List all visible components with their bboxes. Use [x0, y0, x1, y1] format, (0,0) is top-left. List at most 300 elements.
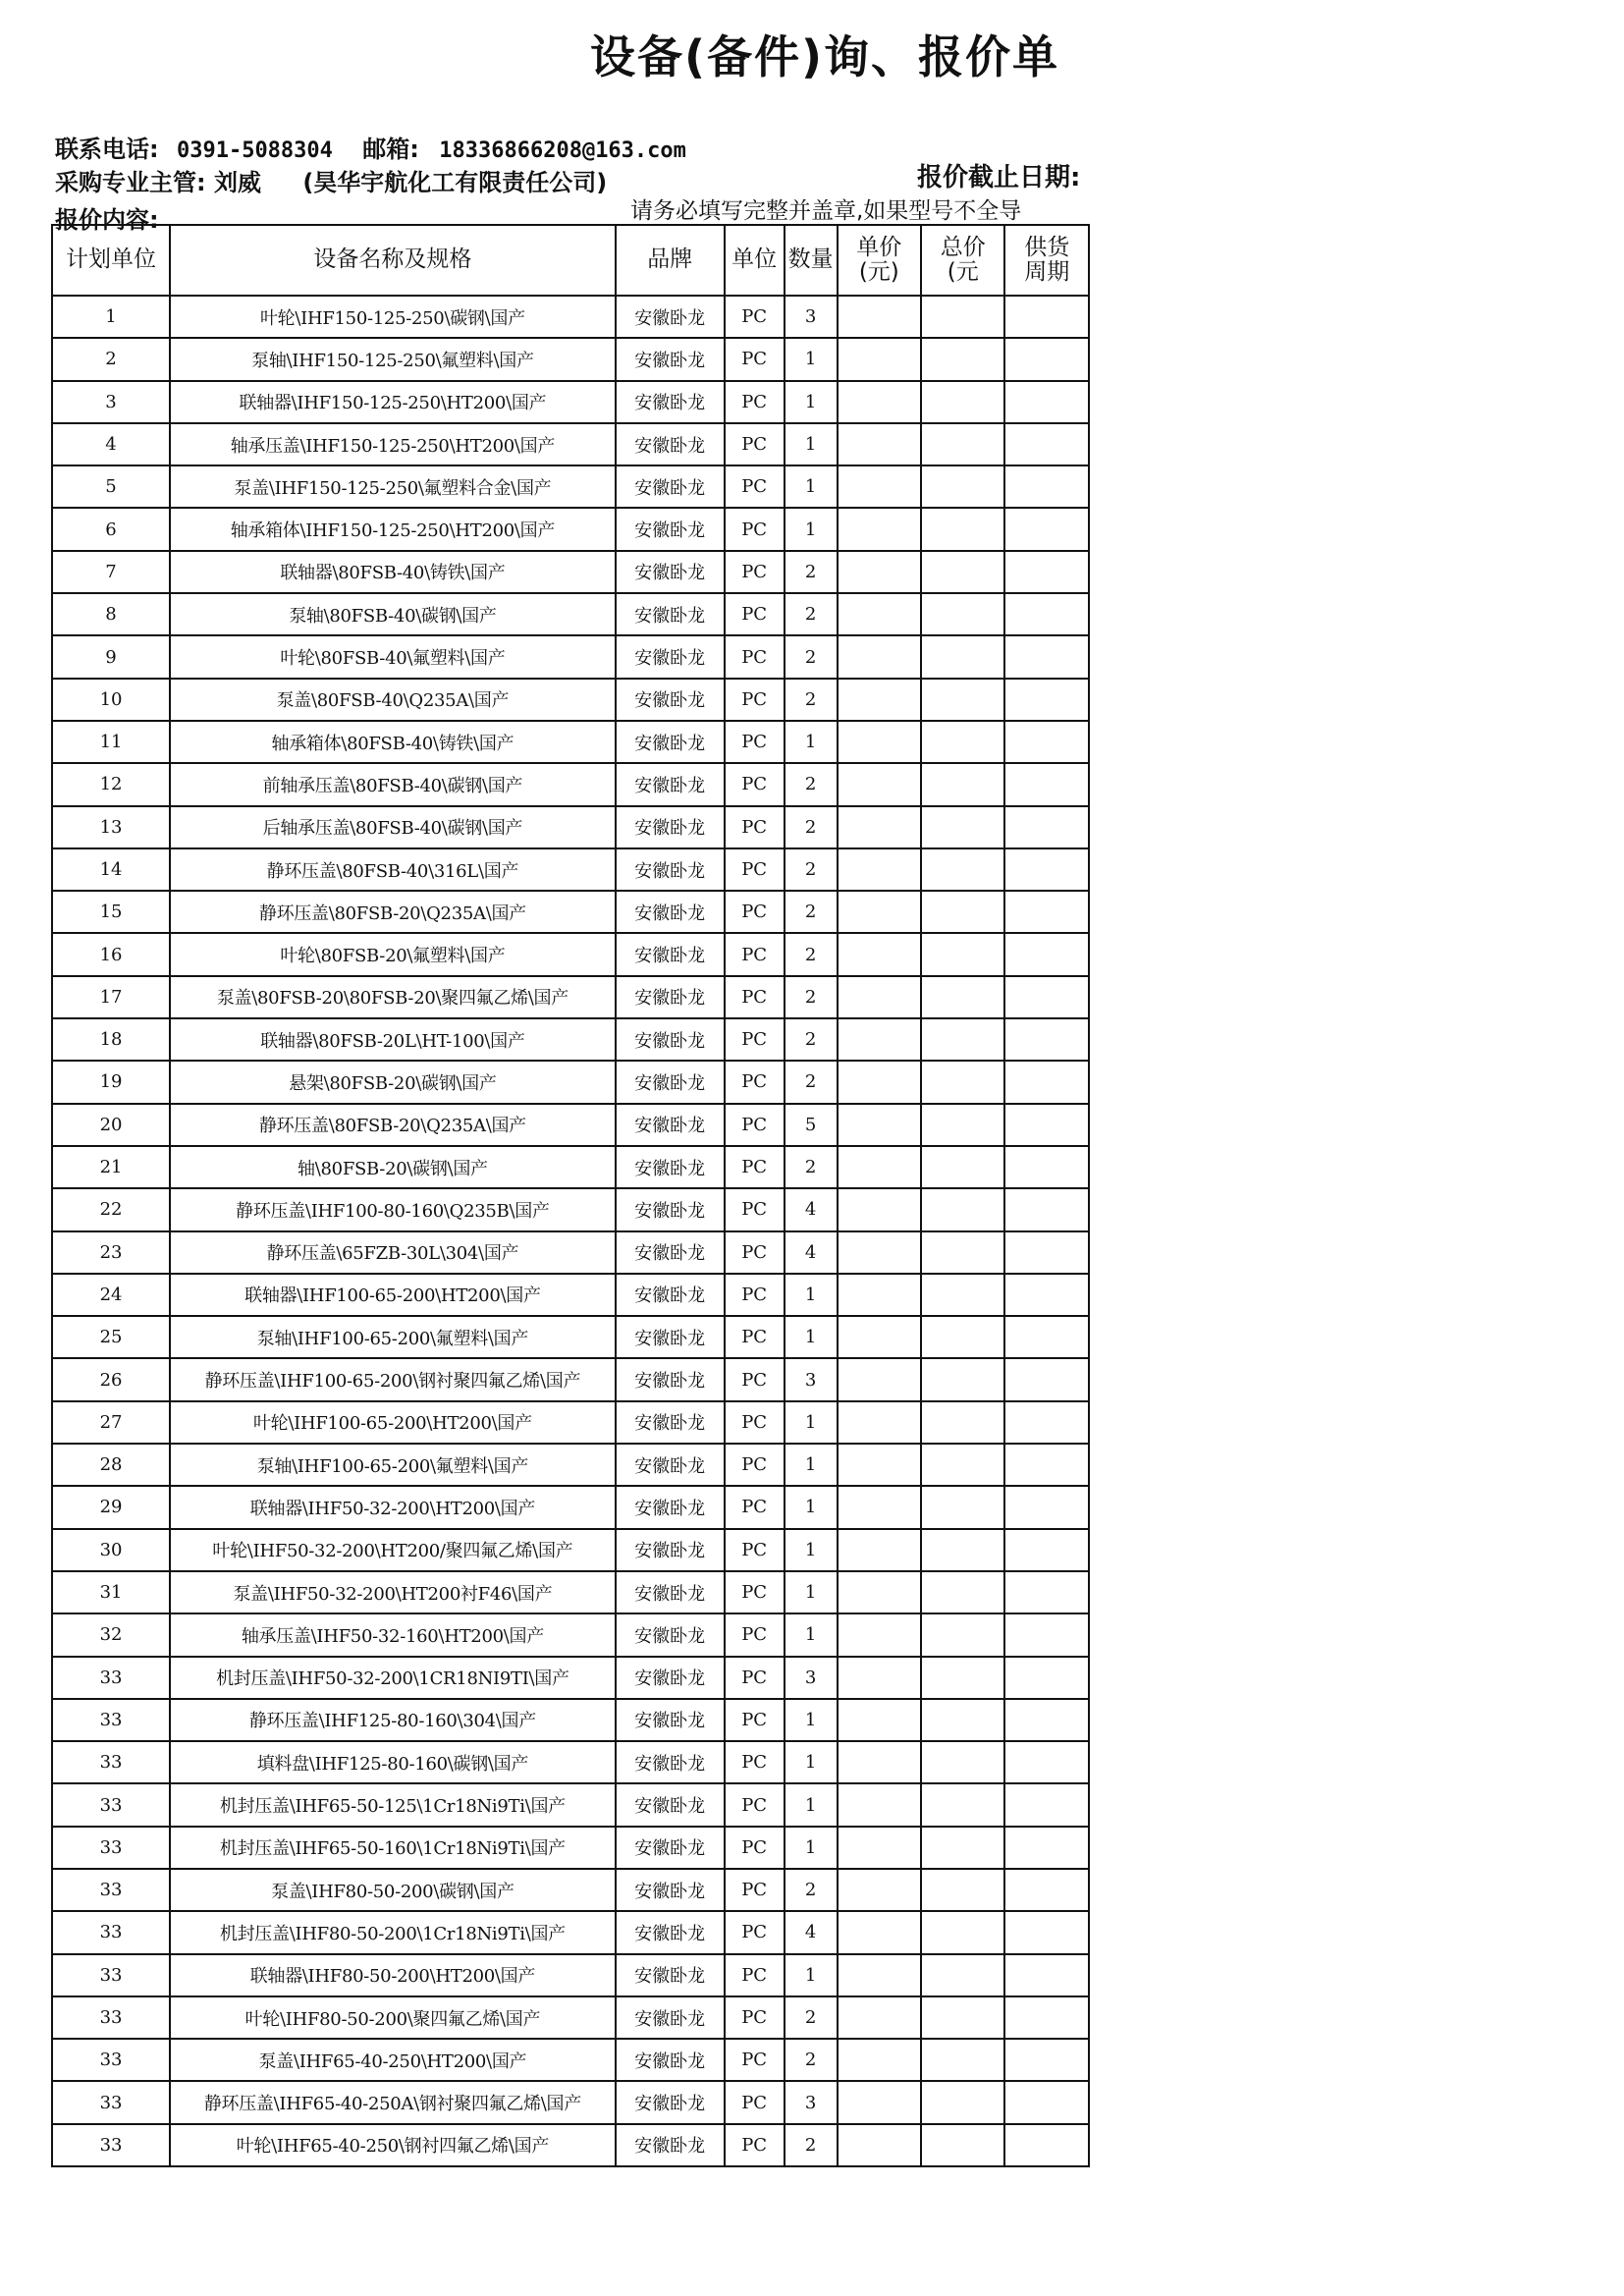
cell-name-spec: 静环压盖\IHF125-80-160\304\国产: [170, 1699, 616, 1741]
table-row: [52, 1783, 1089, 1826]
table-row: [52, 338, 1089, 380]
cell-delivery-input[interactable]: [1004, 1146, 1089, 1188]
cell-unit-price-input[interactable]: [838, 1529, 921, 1571]
table-row: [52, 423, 1089, 465]
table-row: [52, 1657, 1089, 1699]
cell-total-price-input[interactable]: [921, 338, 1004, 380]
cell-delivery-input[interactable]: [1004, 1741, 1089, 1783]
cell-delivery-input[interactable]: [1004, 976, 1089, 1018]
table-row: [52, 465, 1089, 508]
cell-brand: 安徽卧龙: [616, 1657, 725, 1699]
cell-unit: PC: [725, 1699, 785, 1741]
cell-brand: 安徽卧龙: [616, 1783, 725, 1826]
cell-name-spec: 静环压盖\80FSB-40\316L\国产: [170, 848, 616, 891]
cell-total-price-input[interactable]: [921, 721, 1004, 763]
cell-unit-price-input[interactable]: [838, 2124, 921, 2166]
table-row: [52, 2124, 1089, 2166]
cell-unit: PC: [725, 1657, 785, 1699]
cell-brand: 安徽卧龙: [616, 1699, 725, 1741]
cell-unit: PC: [725, 2039, 785, 2081]
cell-plan-unit: 33: [52, 1699, 170, 1741]
cell-total-price-input[interactable]: [921, 1104, 1004, 1146]
cell-total-price-input[interactable]: [921, 1954, 1004, 1996]
cell-total-price-input[interactable]: [921, 891, 1004, 933]
cell-qty: 1: [785, 1529, 838, 1571]
cell-plan-unit: 33: [52, 1869, 170, 1911]
cell-qty: 5: [785, 1104, 838, 1146]
cell-delivery-input[interactable]: [1004, 1954, 1089, 1996]
cell-delivery-input[interactable]: [1004, 763, 1089, 805]
cell-brand: 安徽卧龙: [616, 1188, 725, 1230]
cell-total-price-input[interactable]: [921, 2081, 1004, 2123]
cell-qty: 4: [785, 1231, 838, 1274]
cell-qty: 1: [785, 508, 838, 550]
cell-delivery-input[interactable]: [1004, 593, 1089, 635]
table-row: [52, 1529, 1089, 1571]
cell-unit-price-input[interactable]: [838, 1657, 921, 1699]
cell-total-price-input[interactable]: [921, 1188, 1004, 1230]
cell-delivery-input[interactable]: [1004, 1358, 1089, 1400]
cell-delivery-input[interactable]: [1004, 1657, 1089, 1699]
cell-brand: 安徽卧龙: [616, 1358, 725, 1400]
cell-delivery-input[interactable]: [1004, 806, 1089, 848]
cell-unit-price-input[interactable]: [838, 763, 921, 805]
cell-qty: 2: [785, 1061, 838, 1103]
cell-name-spec: 静环压盖\IHF100-65-200\钢衬聚四氟乙烯\国产: [170, 1358, 616, 1400]
cell-unit: PC: [725, 1783, 785, 1826]
table-row: [52, 1401, 1089, 1444]
cell-delivery-input[interactable]: [1004, 1827, 1089, 1869]
cell-total-price-input[interactable]: [921, 763, 1004, 805]
cell-unit-price-input[interactable]: [838, 465, 921, 508]
phone-label: 联系电话:: [55, 136, 159, 163]
cell-plan-unit: 12: [52, 763, 170, 805]
cell-brand: 安徽卧龙: [616, 1529, 725, 1571]
cell-unit-price-input[interactable]: [838, 2081, 921, 2123]
cell-unit: PC: [725, 2124, 785, 2166]
quote-table: [51, 224, 1090, 2167]
cell-total-price-input[interactable]: [921, 635, 1004, 678]
cell-delivery-input[interactable]: [1004, 2039, 1089, 2081]
cell-qty: 2: [785, 848, 838, 891]
cell-qty: 2: [785, 891, 838, 933]
cell-unit-price-input[interactable]: [838, 1741, 921, 1783]
cell-unit-price-input[interactable]: [838, 1911, 921, 1953]
cell-name-spec: 联轴器\IHF50-32-200\HT200\国产: [170, 1486, 616, 1528]
table-row: [52, 1444, 1089, 1486]
cell-unit-price-input[interactable]: [838, 1699, 921, 1741]
cell-delivery-input[interactable]: [1004, 1869, 1089, 1911]
cell-unit: PC: [725, 721, 785, 763]
cell-plan-unit: 24: [52, 1274, 170, 1316]
cell-total-price-input[interactable]: [921, 465, 1004, 508]
cell-unit-price-input[interactable]: [838, 1104, 921, 1146]
cell-delivery-input[interactable]: [1004, 1104, 1089, 1146]
cell-qty: 1: [785, 338, 838, 380]
cell-brand: 安徽卧龙: [616, 2039, 725, 2081]
cell-name-spec: 叶轮\IHF80-50-200\聚四氟乙烯\国产: [170, 1996, 616, 2039]
cell-unit-price-input[interactable]: [838, 1996, 921, 2039]
table-row: [52, 763, 1089, 805]
cell-unit: PC: [725, 1018, 785, 1061]
cell-total-price-input[interactable]: [921, 1316, 1004, 1358]
cell-name-spec: 叶轮\IHF65-40-250\钢衬四氟乙烯\国产: [170, 2124, 616, 2166]
cell-total-price-input[interactable]: [921, 593, 1004, 635]
cell-delivery-input[interactable]: [1004, 465, 1089, 508]
cell-plan-unit: 15: [52, 891, 170, 933]
cell-unit-price-input[interactable]: [838, 508, 921, 550]
cell-unit-price-input[interactable]: [838, 296, 921, 338]
cell-unit: PC: [725, 338, 785, 380]
col-total-price-line2: (元: [947, 259, 979, 285]
cell-unit: PC: [725, 1741, 785, 1783]
cell-qty: 2: [785, 679, 838, 721]
cell-total-price-input[interactable]: [921, 679, 1004, 721]
cell-unit: PC: [725, 381, 785, 423]
cell-name-spec: 静环压盖\IHF100-80-160\Q235B\国产: [170, 1188, 616, 1230]
cell-total-price-input[interactable]: [921, 806, 1004, 848]
cell-plan-unit: 7: [52, 551, 170, 593]
cell-unit: PC: [725, 551, 785, 593]
cell-unit: PC: [725, 1061, 785, 1103]
cell-delivery-input[interactable]: [1004, 2081, 1089, 2123]
cell-unit: PC: [725, 933, 785, 975]
table-row: [52, 1146, 1089, 1188]
cell-delivery-input[interactable]: [1004, 1018, 1089, 1061]
cell-unit-price-input[interactable]: [838, 1783, 921, 1826]
cell-name-spec: 轴承压盖\IHF50-32-160\HT200\国产: [170, 1613, 616, 1656]
table-row: [52, 1954, 1089, 1996]
cell-unit-price-input[interactable]: [838, 2039, 921, 2081]
cell-unit: PC: [725, 1188, 785, 1230]
cell-plan-unit: 33: [52, 1657, 170, 1699]
cell-qty: 2: [785, 1146, 838, 1188]
cell-name-spec: 联轴器\IHF80-50-200\HT200\国产: [170, 1954, 616, 1996]
cell-total-price-input[interactable]: [921, 2039, 1004, 2081]
cell-name-spec: 静环压盖\80FSB-20\Q235A\国产: [170, 891, 616, 933]
instruction-note: 请务必填写完整并盖章,如果型号不全导: [630, 198, 1022, 224]
cell-qty: 1: [785, 1274, 838, 1316]
cell-name-spec: 机封压盖\IHF50-32-200\1CR18NI9TI\国产: [170, 1657, 616, 1699]
cell-unit-price-input[interactable]: [838, 1231, 921, 1274]
cell-total-price-input[interactable]: [921, 1529, 1004, 1571]
cell-qty: 1: [785, 1954, 838, 1996]
cell-unit: PC: [725, 1316, 785, 1358]
cell-brand: 安徽卧龙: [616, 1146, 725, 1188]
cell-plan-unit: 11: [52, 721, 170, 763]
cell-total-price-input[interactable]: [921, 1444, 1004, 1486]
cell-brand: 安徽卧龙: [616, 2124, 725, 2166]
cell-delivery-input[interactable]: [1004, 1231, 1089, 1274]
cell-delivery-input[interactable]: [1004, 848, 1089, 891]
cell-name-spec: 前轴承压盖\80FSB-40\碳钢\国产: [170, 763, 616, 805]
cell-plan-unit: 33: [52, 2039, 170, 2081]
table-row: [52, 806, 1089, 848]
table-row: [52, 2039, 1089, 2081]
cell-brand: 安徽卧龙: [616, 1104, 725, 1146]
cell-total-price-input[interactable]: [921, 1827, 1004, 1869]
cell-delivery-input[interactable]: [1004, 1486, 1089, 1528]
table-row: [52, 721, 1089, 763]
cell-brand: 安徽卧龙: [616, 1827, 725, 1869]
cell-name-spec: 填料盘\IHF125-80-160\碳钢\国产: [170, 1741, 616, 1783]
cell-unit-price-input[interactable]: [838, 1146, 921, 1188]
cell-total-price-input[interactable]: [921, 551, 1004, 593]
col-name-spec: 设备名称及规格: [170, 225, 616, 296]
cell-delivery-input[interactable]: [1004, 635, 1089, 678]
cell-brand: 安徽卧龙: [616, 296, 725, 338]
cell-name-spec: 泵轴\IHF150-125-250\氟塑料\国产: [170, 338, 616, 380]
cell-unit-price-input[interactable]: [838, 635, 921, 678]
cell-total-price-input[interactable]: [921, 1018, 1004, 1061]
table-row: [52, 1613, 1089, 1656]
cell-delivery-input[interactable]: [1004, 296, 1089, 338]
cell-plan-unit: 13: [52, 806, 170, 848]
table-row: [52, 1231, 1089, 1274]
cell-delivery-input[interactable]: [1004, 2124, 1089, 2166]
cell-plan-unit: 33: [52, 2124, 170, 2166]
cell-unit: PC: [725, 1869, 785, 1911]
col-delivery: [1004, 225, 1089, 296]
table-row: [52, 1996, 1089, 2039]
cell-unit-price-input[interactable]: [838, 1316, 921, 1358]
table-row: [52, 1827, 1089, 1869]
cell-name-spec: 叶轮\IHF50-32-200\HT200/聚四氟乙烯\国产: [170, 1529, 616, 1571]
cell-plan-unit: 33: [52, 1741, 170, 1783]
cell-unit-price-input[interactable]: [838, 338, 921, 380]
cell-total-price-input[interactable]: [921, 381, 1004, 423]
table-header-row: [52, 225, 1089, 296]
cell-qty: 1: [785, 721, 838, 763]
cell-name-spec: 静环压盖\65FZB-30L\304\国产: [170, 1231, 616, 1274]
cell-plan-unit: 33: [52, 1954, 170, 1996]
cell-delivery-input[interactable]: [1004, 1699, 1089, 1741]
cell-delivery-input[interactable]: [1004, 551, 1089, 593]
cell-delivery-input[interactable]: [1004, 1529, 1089, 1571]
cell-unit-price-input[interactable]: [838, 1358, 921, 1400]
cell-qty: 1: [785, 1486, 838, 1528]
cell-delivery-input[interactable]: [1004, 1996, 1089, 2039]
cell-total-price-input[interactable]: [921, 933, 1004, 975]
cell-qty: 3: [785, 1657, 838, 1699]
cell-unit-price-input[interactable]: [838, 933, 921, 975]
cell-unit: PC: [725, 1613, 785, 1656]
cell-unit-price-input[interactable]: [838, 423, 921, 465]
cell-delivery-input[interactable]: [1004, 933, 1089, 975]
table-row: [52, 1316, 1089, 1358]
cell-unit: PC: [725, 1827, 785, 1869]
cell-unit-price-input[interactable]: [838, 1571, 921, 1613]
cell-total-price-input[interactable]: [921, 1869, 1004, 1911]
cell-total-price-input[interactable]: [921, 1613, 1004, 1656]
cell-delivery-input[interactable]: [1004, 423, 1089, 465]
cell-total-price-input[interactable]: [921, 1146, 1004, 1188]
cell-total-price-input[interactable]: [921, 1486, 1004, 1528]
cell-unit-price-input[interactable]: [838, 976, 921, 1018]
cell-unit-price-input[interactable]: [838, 891, 921, 933]
cell-name-spec: 叶轮\80FSB-20\氟塑料\国产: [170, 933, 616, 975]
cell-name-spec: 叶轮\IHF100-65-200\HT200\国产: [170, 1401, 616, 1444]
cell-delivery-input[interactable]: [1004, 1911, 1089, 1953]
cell-plan-unit: 31: [52, 1571, 170, 1613]
cell-unit: PC: [725, 1104, 785, 1146]
cell-qty: 2: [785, 1996, 838, 2039]
cell-total-price-input[interactable]: [921, 976, 1004, 1018]
cell-brand: 安徽卧龙: [616, 721, 725, 763]
cell-total-price-input[interactable]: [921, 848, 1004, 891]
cell-unit-price-input[interactable]: [838, 1018, 921, 1061]
cell-plan-unit: 33: [52, 1911, 170, 1953]
cell-delivery-input[interactable]: [1004, 1444, 1089, 1486]
cell-delivery-input[interactable]: [1004, 338, 1089, 380]
cell-name-spec: 机封压盖\IHF65-50-125\1Cr18Ni9Ti\国产: [170, 1783, 616, 1826]
cell-unit-price-input[interactable]: [838, 1827, 921, 1869]
cell-delivery-input[interactable]: [1004, 1188, 1089, 1230]
cell-delivery-input[interactable]: [1004, 1401, 1089, 1444]
cell-name-spec: 泵盖\IHF80-50-200\碳钢\国产: [170, 1869, 616, 1911]
cell-name-spec: 泵轴\IHF100-65-200\氟塑料\国产: [170, 1444, 616, 1486]
col-plan-unit: 计划单位: [52, 225, 170, 296]
cell-brand: 安徽卧龙: [616, 1061, 725, 1103]
page-title: 设备(备件)询、报价单: [589, 30, 1060, 83]
cell-unit-price-input[interactable]: [838, 679, 921, 721]
table-row: [52, 1104, 1089, 1146]
cell-unit-price-input[interactable]: [838, 1613, 921, 1656]
table-row: [52, 848, 1089, 891]
cell-delivery-input[interactable]: [1004, 1061, 1089, 1103]
table-row: [52, 1358, 1089, 1400]
cell-unit: PC: [725, 423, 785, 465]
cell-plan-unit: 8: [52, 593, 170, 635]
table-row: [52, 1911, 1089, 1953]
table-row: [52, 1741, 1089, 1783]
cell-qty: 2: [785, 551, 838, 593]
cell-unit-price-input[interactable]: [838, 1061, 921, 1103]
col-unit: 单位: [725, 225, 785, 296]
cell-plan-unit: 17: [52, 976, 170, 1018]
cell-plan-unit: 20: [52, 1104, 170, 1146]
cell-brand: 安徽卧龙: [616, 891, 725, 933]
cell-total-price-input[interactable]: [921, 1274, 1004, 1316]
cell-unit: PC: [725, 1571, 785, 1613]
cell-unit-price-input[interactable]: [838, 593, 921, 635]
cell-total-price-input[interactable]: [921, 1061, 1004, 1103]
cell-brand: 安徽卧龙: [616, 551, 725, 593]
cell-plan-unit: 18: [52, 1018, 170, 1061]
cell-delivery-input[interactable]: [1004, 1316, 1089, 1358]
cell-unit: PC: [725, 2081, 785, 2123]
table-row: [52, 1699, 1089, 1741]
cell-plan-unit: 33: [52, 1827, 170, 1869]
cell-unit-price-input[interactable]: [838, 1869, 921, 1911]
cell-total-price-input[interactable]: [921, 1657, 1004, 1699]
cell-plan-unit: 4: [52, 423, 170, 465]
cell-total-price-input[interactable]: [921, 296, 1004, 338]
cell-total-price-input[interactable]: [921, 1231, 1004, 1274]
cell-brand: 安徽卧龙: [616, 976, 725, 1018]
cell-brand: 安徽卧龙: [616, 1231, 725, 1274]
cell-unit-price-input[interactable]: [838, 1954, 921, 1996]
cell-qty: 3: [785, 296, 838, 338]
cell-total-price-input[interactable]: [921, 2124, 1004, 2166]
cell-total-price-input[interactable]: [921, 1783, 1004, 1826]
cell-delivery-input[interactable]: [1004, 1571, 1089, 1613]
cell-unit-price-input[interactable]: [838, 806, 921, 848]
cell-delivery-input[interactable]: [1004, 721, 1089, 763]
cell-brand: 安徽卧龙: [616, 508, 725, 550]
cell-plan-unit: 29: [52, 1486, 170, 1528]
cell-unit-price-input[interactable]: [838, 721, 921, 763]
cell-brand: 安徽卧龙: [616, 423, 725, 465]
cell-qty: 3: [785, 2081, 838, 2123]
cell-unit-price-input[interactable]: [838, 1401, 921, 1444]
cell-name-spec: 泵盖\IHF50-32-200\HT200衬F46\国产: [170, 1571, 616, 1613]
cell-name-spec: 轴承压盖\IHF150-125-250\HT200\国产: [170, 423, 616, 465]
cell-unit: PC: [725, 848, 785, 891]
cell-delivery-input[interactable]: [1004, 1613, 1089, 1656]
cell-plan-unit: 25: [52, 1316, 170, 1358]
cell-plan-unit: 30: [52, 1529, 170, 1571]
cell-brand: 安徽卧龙: [616, 593, 725, 635]
cell-unit-price-input[interactable]: [838, 1486, 921, 1528]
cell-name-spec: 泵轴\80FSB-40\碳钢\国产: [170, 593, 616, 635]
cell-brand: 安徽卧龙: [616, 679, 725, 721]
cell-name-spec: 联轴器\IHF150-125-250\HT200\国产: [170, 381, 616, 423]
cell-plan-unit: 2: [52, 338, 170, 380]
cell-brand: 安徽卧龙: [616, 1444, 725, 1486]
cell-delivery-input[interactable]: [1004, 891, 1089, 933]
cell-delivery-input[interactable]: [1004, 1783, 1089, 1826]
table-row: [52, 551, 1089, 593]
cell-brand: 安徽卧龙: [616, 1996, 725, 2039]
cell-total-price-input[interactable]: [921, 1911, 1004, 1953]
cell-total-price-input[interactable]: [921, 1699, 1004, 1741]
cell-total-price-input[interactable]: [921, 1401, 1004, 1444]
cell-unit: PC: [725, 635, 785, 678]
cell-unit: PC: [725, 763, 785, 805]
cell-brand: 安徽卧龙: [616, 1911, 725, 1953]
cell-brand: 安徽卧龙: [616, 1316, 725, 1358]
cell-delivery-input[interactable]: [1004, 1274, 1089, 1316]
cell-unit-price-input[interactable]: [838, 381, 921, 423]
cell-total-price-input[interactable]: [921, 1571, 1004, 1613]
cell-total-price-input[interactable]: [921, 1358, 1004, 1400]
cell-delivery-input[interactable]: [1004, 381, 1089, 423]
cell-unit-price-input[interactable]: [838, 1274, 921, 1316]
cell-delivery-input[interactable]: [1004, 508, 1089, 550]
cell-unit-price-input[interactable]: [838, 1188, 921, 1230]
cell-total-price-input[interactable]: [921, 423, 1004, 465]
cell-plan-unit: 23: [52, 1231, 170, 1274]
cell-name-spec: 泵盖\80FSB-20\80FSB-20\聚四氟乙烯\国产: [170, 976, 616, 1018]
cell-brand: 安徽卧龙: [616, 1018, 725, 1061]
cell-total-price-input[interactable]: [921, 1996, 1004, 2039]
cell-brand: 安徽卧龙: [616, 1741, 725, 1783]
cell-qty: 2: [785, 933, 838, 975]
cell-brand: 安徽卧龙: [616, 848, 725, 891]
table-row: [52, 1061, 1089, 1103]
cell-total-price-input[interactable]: [921, 508, 1004, 550]
table-row: [52, 1018, 1089, 1061]
cell-unit-price-input[interactable]: [838, 1444, 921, 1486]
cell-unit-price-input[interactable]: [838, 848, 921, 891]
cell-delivery-input[interactable]: [1004, 679, 1089, 721]
cell-total-price-input[interactable]: [921, 1741, 1004, 1783]
col-total-price-line1: 总价: [940, 234, 986, 260]
cell-name-spec: 静环压盖\IHF65-40-250A\钢衬聚四氟乙烯\国产: [170, 2081, 616, 2123]
cell-unit-price-input[interactable]: [838, 551, 921, 593]
cell-qty: 2: [785, 763, 838, 805]
